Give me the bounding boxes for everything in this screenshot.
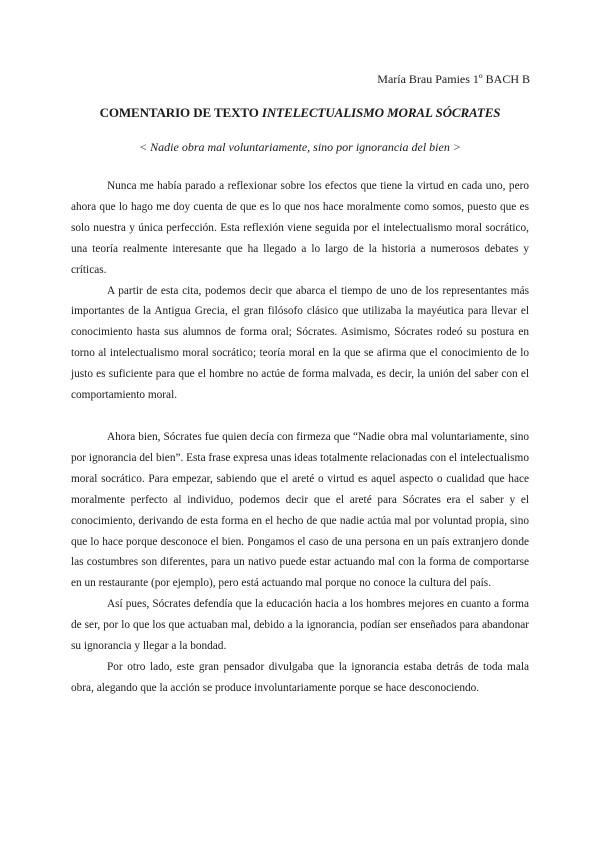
title-subject: INTELECTUALISMO MORAL SÓCRATES <box>261 105 501 120</box>
title-prefix: COMENTARIO DE TEXTO <box>99 105 262 120</box>
paragraph: Así pues, Sócrates defendía que la educación hacia a los hombres mejores en cuanto a forma de ser, por lo que los que actuaban mal, debido a la ignorancia, podían ser enseñados para abandonar su ignorancia y llegar a la bondad. <box>71 598 529 653</box>
document-title <box>60 105 540 121</box>
author-line: María Brau Pamies 1º BACH B <box>377 72 530 86</box>
paragraph: Por otro lado, este gran pensador divulgaba que la ignorancia estaba detrás de toda mala obra, alegando que la acción se produce involuntariamente porque se hace desconociendo. <box>71 660 529 694</box>
paragraph: Nunca me había parado a reflexionar sobre los efectos que tiene la virtud en cada uno, pero ahora que lo hago me doy cuenta de que es lo que nos hace moralmente como somos, puesto que es solo nuestra y única perfección. Esta reflexión viene seguida por el intelectualismo moral socrático, una teoría realmente interesante que ha llegado a lo largo de la historia a numerosos debates y críticas. <box>71 180 529 276</box>
document-body <box>71 176 529 699</box>
paragraph: A partir de esta cita, podemos decir que abarca el tiempo de uno de los representantes más importantes de la Antigua Grecia, el gran filósofo clásico que utilizaba la mayéutica para llevar el conocimiento hasta sus alumnos de forma oral; Sócrates. Asimismo, Sócrates rodeó su postura en torno al intelectualismo moral socrático; teoría moral en la que se afirma que el conocimiento de lo justo es suficiente para que el hombre no actúe de forma malvada, es decir, la unión del saber con el comportamiento moral. <box>71 284 529 402</box>
paragraph: Ahora bien, Sócrates fue quien decía con firmeza que “Nadie obra mal voluntariamente, sino por ignorancia del bien”. Esta frase expresa unas ideas totalmente relacionadas con el intelectualismo moral socrático. Para empezar, sabiendo que el areté o virtud es aquel aspecto o cualidad que hace moralmente perfecto al individuo, podemos decir que el areté para Sócrates era el saber y el conocimiento, derivando de esta forma en el hecho de que nadie actúa mal por voluntad propia, sino que lo hace porque desconoce el bien. Pongamos el caso de una persona en un país extranjero donde las costumbres son diferentes, para un nativo puede estar actuando mal con la forma de comportarse en un restaurante (por ejemplo), pero está actuando mal porque no conoce la cultura del país. <box>71 430 529 590</box>
epigraph-quote: < Nadie obra mal voluntariamente, sino por ignorancia del bien > <box>139 140 461 154</box>
